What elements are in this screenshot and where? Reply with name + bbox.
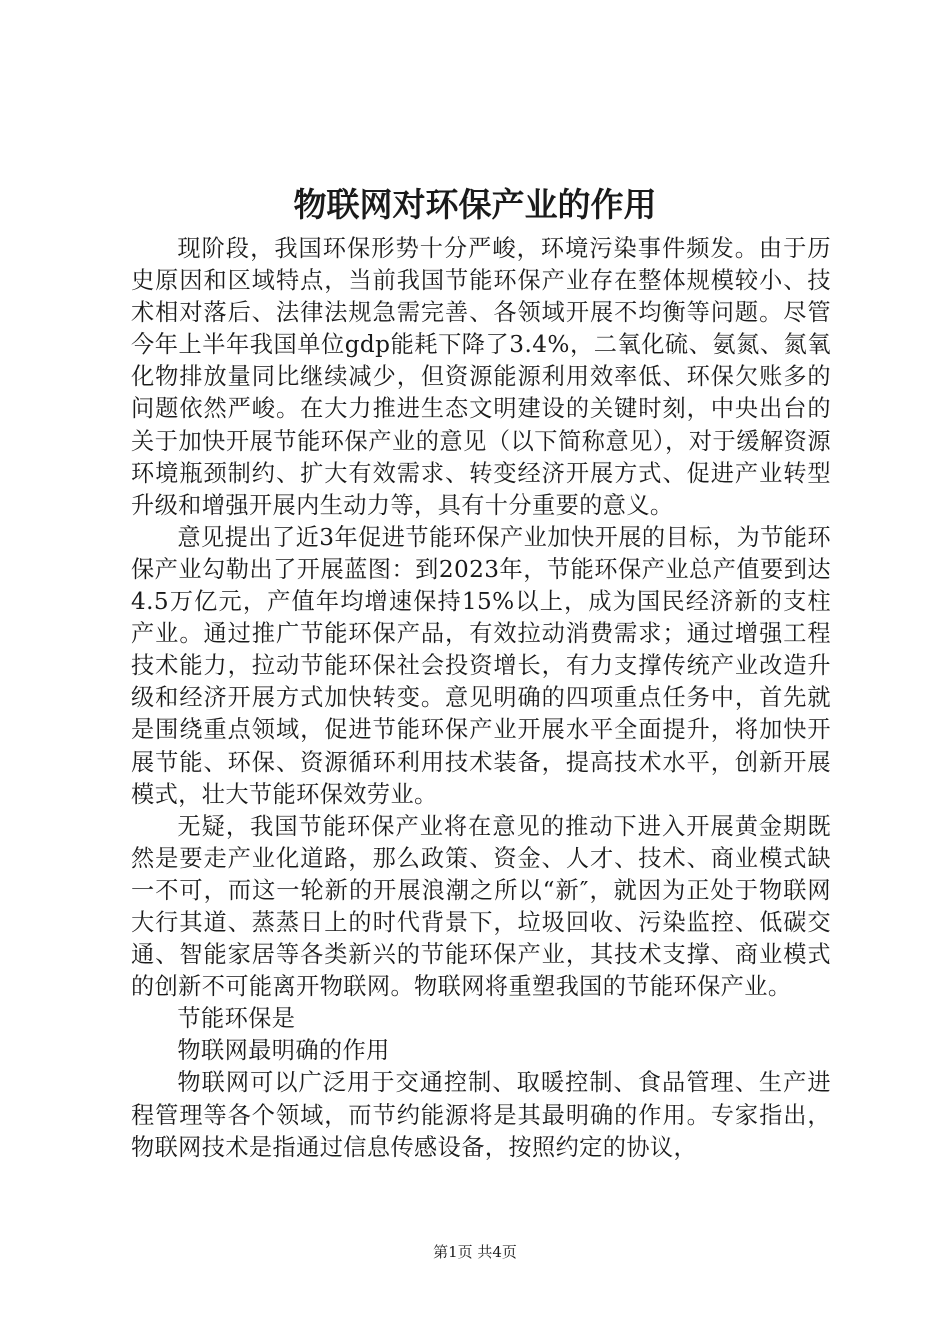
document-title: 物联网对环保产业的作用 [293,185,657,224]
page-number: 第1页 共4页 [433,1243,517,1261]
paragraph-4: 节能环保是 [177,1005,296,1033]
subheading: 物联网最明确的作用 [177,1037,390,1065]
document-body [131,233,831,1164]
paragraph-3: 无疑，我国节能环保产业将在意见的推动下进入开展黄金期既然是要走产业化道路，那么政策、资金、人才、技术、商业模式缺一不可，而这一轮新的开展浪潮之所以“新″，就因为正处于物联网大行其道、蒸蒸日上的时代背景下，垃圾回收、污染监控、低碳交通、智能家居等各类新兴的节能环保产业，其技术支撑、商业模式的创新不可能离开物联网。物联网将重塑我国的节能环保产业。 [131,812,831,1001]
paragraph-2: 意见提出了近3年促进节能环保产业加快开展的目标，为节能环保产业勾勒出了开展蓝图：到2023年，节能环保产业总产值要到达4.5万亿元，产值年均增速保持15%以上，成为国民经济新的支柱产业。通过推广节能环保产品，有效拉动消费需求；通过增强工程技术能力，拉动节能环保社会投资增长，有力支撑传统产业改造升级和经济开展方式加快转变。意见明确的四项重点任务中，首先就是围绕重点领域，促进节能环保产业开展水平全面提升，将加快开展节能、环保、资源循环利用技术装备，提高技术水平，创新开展模式，壮大节能环保效劳业。 [131,523,831,808]
paragraph-5: 物联网可以广泛用于交通控制、取暖控制、食品管理、生产进程管理等各个领域，而节约能源将是其最明确的作用。专家指出，物联网技术是指通过信息传感设备，按照约定的协议， [131,1069,831,1161]
paragraph-1: 现阶段，我国环保形势十分严峻，环境污染事件频发。由于历史原因和区域特点，当前我国节能环保产业存在整体规模较小、技术相对落后、法律法规急需完善、各领域开展不均衡等问题。尽管今年上半年我国单位gdp能耗下降了3.4%，二氧化硫、氨氮、氮氧化物排放量同比继续减少，但资源能源利用效率低、环保欠账多的问题依然严峻。在大力推进生态文明建设的关键时刻，中央出台的关于加快开展节能环保产业的意见（以下简称意见），对于缓解资源环境瓶颈制约、扩大有效需求、转变经济开展方式、促进产业转型升级和增强开展内生动力等，具有十分重要的意义。 [131,235,831,519]
